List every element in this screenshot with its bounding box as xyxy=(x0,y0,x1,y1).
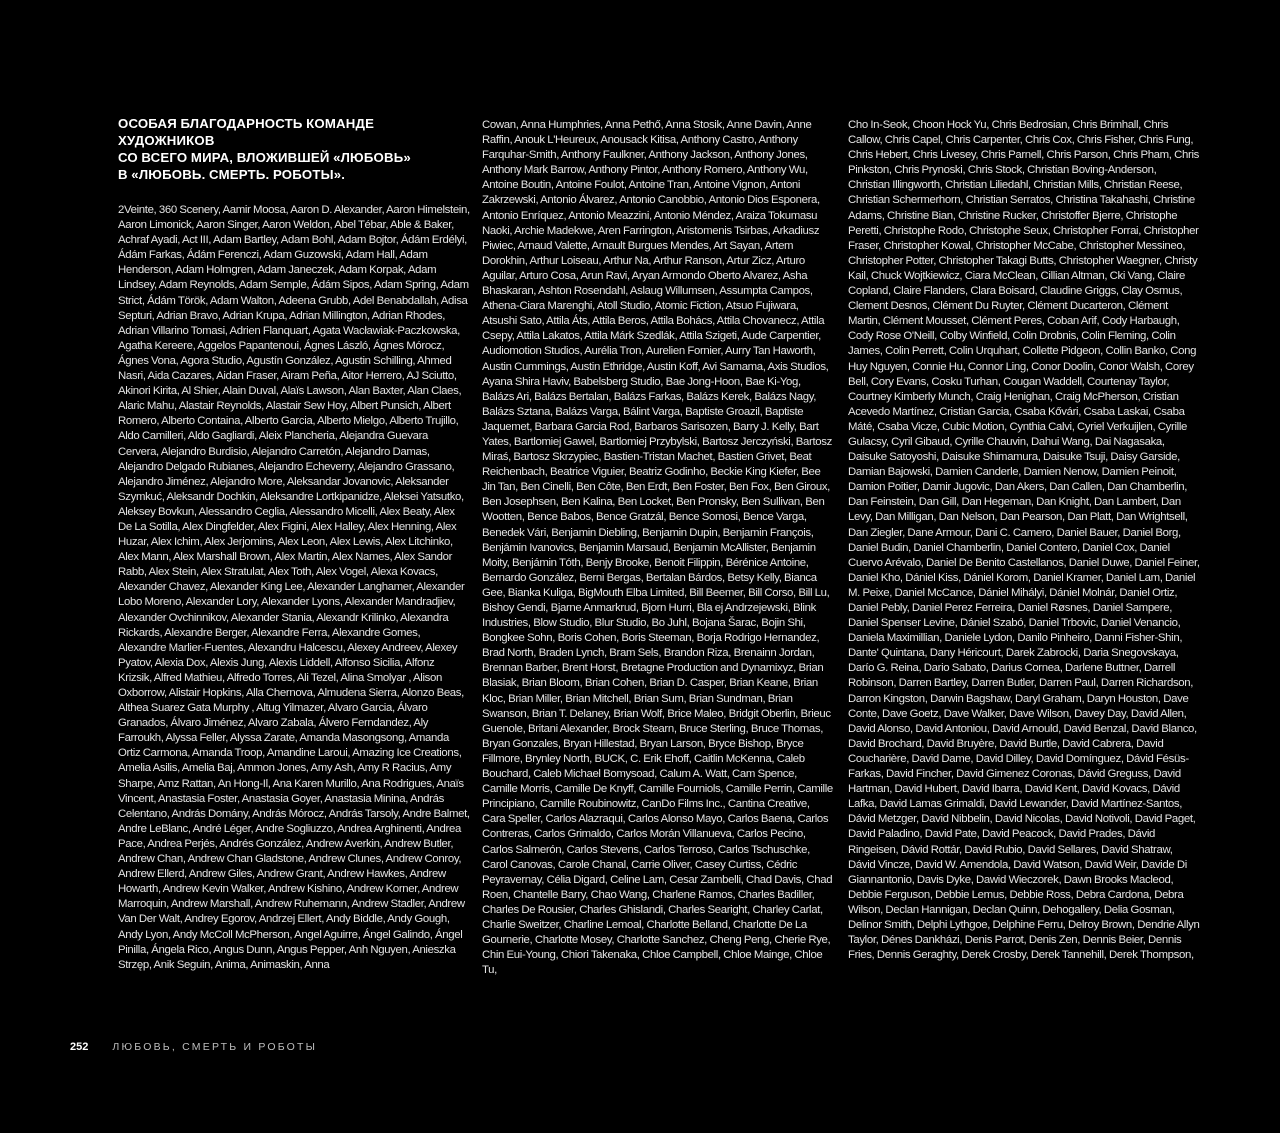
heading-line-2: СО ВСЕГО МИРА, ВЛОЖИВШЕЙ «ЛЮБОВЬ» xyxy=(118,150,411,165)
column-middle xyxy=(482,118,834,978)
page-heading xyxy=(118,115,470,183)
credits-text-col2: Cowan, Anna Humphries, Anna Pethő, Anna Stosik, Anne Davin, Anne Raffin, Anouk L'Heureux, Anousack Kitisa, Anthony Castro, Anthony Farquhar-Smith, Anthony Faulkner, Anthony Jackson, Anthony Jones, Anthony Mark Barrow, Anthony Pintor, Anthony Romero, Anthony Wu, Antoine Boutin, Antoine Foulot, Antoine Tran, Antoine Vignon, Antoni Zakrzewski, Antonio Álvarez, Antonio Canobbio, Antonio Dios Esponera, Antonio Enríquez, Antonio Meazzini, Antonio Méndez, Araiza Tokumasu Naoki, Archie Madekwe, Aren Farrington, Aristomenis Tsirbas, Arkadiusz Piwiec, Arnaud Valette, Arnault Burgues Mendes, Art Sayan, Artem Dorokhin, Arthur Loiseau, Arthur Na, Arthur Ranson, Artur Zicz, Arturo Aguilar, Arturo Cosa, Arun Ravi, Aryan Armondo Oberto Alvarez, Asha Bhaskaran, Ashton Rosendahl, Aslaug Willumsen, Assumpta Campos, Athena-Ciara Marenghi, Atoll Studio, Atomic Fiction, Atsuo Fujiwara, Atsushi Sato, Attila Áts, Attila Beros, Attila Bohács, Attila Chovanecz, Attila Csepy, Attila Lakatos, Attila Márk Szedlák, Attila Szigeti, Aude Carpentier, Audiomotion Studios, Aurélia Tron, Aurelien Fornier, Aurry Tan Haworth, Austin Cummings, Austin Ethridge, Austin Koff, Avi Samama, Axis Studios, Ayana Shira Haviv, Babelsberg Studio, Bae Jong-Hoon, Bae Ki-Yog, Balázs Ari, Balázs Bertalan, Balázs Farkas, Balázs Kerek, Balázs Nagy, Balázs Sztana, Balázs Varga, Bálint Varga, Baptiste Groazil, Baptiste Jaquemet, Barbara Garcia Rod, Barbaros Sarisozen, Barry J. Kelly, Bart Yates, Bartlomiej Gawel, Bartlomiej Przybylski, Bartosz Jerczyński, Bartosz Miraś, Bartosz Skrzypiec, Bastien-Tristan Machet, Bastien Grivet, Beat Reichenbach, Beatrice Viguier, Beatriz Godinho, Beckie King Kiefer, Bee Jin Tan, Ben Cinelli, Ben Côte, Ben Erdt, Ben Foster, Ben Fox, Ben Giroux, Ben Josephsen, Ben Kalina, Ben Locket, Ben Pronsky, Ben Sullivan, Ben Wootten, Bence Babos, Bence Gratzál, Bence Somosi, Bence Varga, Benedek Vári, Benjamin Diebling, Benjamin Dupin, Benjamin François, Benjámin Ivanovics, Benjamin Marsaud, Benjamin McAllister, Benjamin Moity, Benjámin Tóth, Benjy Brooke, Benoit Filippin, Bérénice Antoine, Bernardo González, Berni Bergas, Bertalan Bárdos, Betsy Kelly, Bianca Gee, Bianka Kuliga, BigMouth Elba Limited, Bill Beemer, Bill Corso, Bill Lu, Bishoy Gendi, Bjarne Anmarkrud, Bjorn Hurri, Bla ej Andrzejewski, Blink Industries, Blow Studio, Blur Studio, Bo Juhl, Bojana Šarac, Bojin Shi, Bongkee Sohn, Boris Cohen, Boris Steeman, Borja Rodrigo Hernandez, Brad North, Braden Lynch, Bram Sels, Brandon Riza, Brenainn Jordan, Brennan Barber, Brent Horst, Bretagne Production and Dynamixyz, Brian Blasiak, Brian Bloom, Brian Cohen, Brian D. Casper, Brian Keane, Brian Kloc, Brian Miller, Brian Mitchell, Brian Sum, Brian Sundman, Brian Swanson, Brian T. Delaney, Brian Wolf, Brice Maleo, Bridgit Oberlin, Brieuc Guenole, Britani Alexander, Brock Stearn, Bruce Sterling, Bruce Thomas, Bryan Gonzales, Bryan Hillestad, Bryan Larson, Bryce Bishop, Bryce Fillmore, Brynley North, BUCK, C. Erik Ehoff, Caitlin McKenna, Caleb Bouchard, Caleb Michael Bomysoad, Calum A. Watt, Cam Spence, Camille Morris, Camille De Knyff, Camille Fourniols, Camille Perrin, Camille Principiano, Camille Roubinowitz, CanDo Films Inc., Cantina Creative, Cara Speller, Carlos Alazraqui, Carlos Alonso Mayo, Carlos Baena, Carlos Contreras, Carlos Grimaldo, Carlos Morán Villanueva, Carlos Pecino, Carlos Salmerón, Carlos Stevens, Carlos Terroso, Carlos Tschuschke, Carol Canovas, Carole Chanal, Carrie Oliver, Casey Curtiss, Cédric Peyravernay, Célia Digard, Celine Lam, Cesar Zambelli, Chad Davis, Chad Roen, Chantelle Barry, Chao Wang, Charlene Ramos, Charles Badiller, Charles De Rousier, Charles Ghislandi, Charles Searight, Charley Carlat, Charlie Sweitzer, Charline Lemoal, Charlotte Belland, Charlotte De La Gournerie, Charlotte Mosey, Charlotte Sanchez, Cheng Peng, Cherie Rye, Chin Eui-Young, Chiori Takenaka, Chloe Campbell, Chloe Mainge, Chloe Tu, xyxy=(482,119,833,977)
credits-text-col3: Cho In-Seok, Choon Hock Yu, Chris Bedrosian, Chris Brimhall, Chris Callow, Chris Capel, Chris Carpenter, Chris Cox, Chris Fisher, Chris Fung, Chris Hebert, Chris Livesey, Chris Parnell, Chris Parson, Chris Pham, Chris Pinkston, Chris Prynoski, Chris Stock, Christian Boving-Anderson, Christian Illingworth, Christian Liliedahl, Christian Mills, Christian Reese, Christian Schermerhorn, Christian Serratos, Christina Takahashi, Christine Adams, Christine Bian, Christine Rucker, Christoffer Bjerre, Christophe Peretti, Christophe Rodo, Christophe Seux, Christopher Forrai, Christopher Fraser, Christopher Kowal, Christopher McCabe, Christopher Messineo, Christopher Potter, Christopher Takagi Butts, Christopher Waegner, Christy Kail, Chuck Wojtkiewicz, Ciara McClean, Cillian Altman, Cki Vang, Claire Copland, Claire Flanders, Clara Boisard, Claudine Griggs, Clay Osmus, Clement Desnos, Clément Du Ruyter, Clément Ducarteron, Clément Martin, Clément Mousset, Clément Peres, Coban Arif, Cody Harbaugh, Cody Rose O'Neill, Colby Winfield, Colin Drobnis, Colin Fleming, Colin James, Colin Perrett, Colin Urquhart, Collette Pidgeon, Collin Banko, Cong Huy Nguyen, Connie Hu, Connor Ling, Conor Doolin, Conor Walsh, Corey Bell, Cory Evans, Cosku Turhan, Cougan Waddell, Courtenay Taylor, Courtney Kimberly Munch, Craig Henighan, Craig McPherson, Cristian Acevedo Martínez, Cristian Garcia, Csaba Kővári, Csaba Laskai, Csaba Máté, Csaba Vicze, Cubic Motion, Cynthia Calvi, Cyriel Verkuijlen, Cyrille Gulacsy, Cyril Gibaud, Cyrille Chauvin, Dahui Wang, Dai Nagasaka, Daisuke Satoyoshi, Daisuke Shimamura, Daisuke Tsuji, Daisy Garside, Damian Bajowski, Damien Canderle, Damien Nenow, Damien Peinoit, Damion Poitier, Damir Jugovic, Dan Akers, Dan Callen, Dan Chamberlin, Dan Feinstein, Dan Gill, Dan Hegeman, Dan Knight, Dan Lambert, Dan Levy, Dan Milligan, Dan Nelson, Dan Pearson, Dan Platt, Dan Wrightsell, Dan Ziegler, Dane Armour, Dani C. Camero, Daniel Bauer, Daniel Borg, Daniel Budin, Daniel Chamberlin, Daniel Contero, Daniel Cox, Daniel Cuervo Arévalo, Daniel De Benito Castellanos, Daniel Duwe, Daniel Feiner, Daniel Kho, Dániel Kiss, Dániel Korom, Daniel Kramer, Daniel Lam, Daniel M. Peixe, Daniel McCance, Dániel Mihályi, Dániel Molnár, Daniel Ortiz, Daniel Pebly, Daniel Perez Ferreira, Daniel Røsnes, Daniel Sampere, Daniel Spenser Levine, Dániel Szabó, Daniel Trbovic, Daniel Venancio, Daniela Maximillian, Daniele Lydon, Danilo Pinheiro, Danni Fisher-Shin, Dante' Quintana, Dany Héricourt, Darek Zabrocki, Daria Snegovskaya, Darío G. Reina, Dario Sabato, Darius Cornea, Darlene Buttner, Darrell Robinson, Darren Bartley, Darren Butler, Darren Paul, Darren Richardson, Darron Kingston, Darwin Bagshaw, Daryl Graham, Daryn Houston, Dave Conte, Dave Goetz, Dave Walker, Dave Wilson, Davey Day, David Allen, David Alonso, David Antoniou, David Arnould, David Benzal, David Blanco, David Brochard, David Bruyère, David Burtle, David Cabrera, David Coucharière, David Dame, David Dilley, David Domínguez, Dávid Fésüs-Farkas, David Fincher, David Gimenez Coronas, Dávid Greguss, David Hartman, David Hubert, David Ibarra, David Kent, David Kovacs, Dávid Lafka, David Lamas Grimaldi, David Lewander, David Martínez-Santos, Dávid Metzger, David Nibbelin, David Nicolas, David Notivoli, David Paget, David Paladino, David Pate, David Peacock, David Prades, Dávid Ringeisen, Dávid Rottár, David Rubio, David Sellares, David Shatraw, Dávid Vincze, David W. Amendola, David Watson, David Weir, Davide Di Giannantonio, Davis Dyke, Dawid Wieczorek, Dawn Brooks Macleod, Debbie Ferguson, Debbie Lemus, Debbie Ross, Debra Cardona, Debra Wilson, Declan Hannigan, Declan Quinn, Dehogallery, Delia Gosman, Delinor Smith, Delphi Lythgoe, Delphine Ferru, Delroy Brown, Dendrie Allyn Taylor, Dénes Dankházi, Denis Parrot, Denis Zen, Dennis Beier, Dennis Fries, Dennis Geraghty, Derek Crosby, Derek Tannehill, Derek Thompson, xyxy=(848,119,1200,962)
page-number: 252 xyxy=(70,1041,89,1053)
running-title: ЛЮБОВЬ, СМЕРТЬ И РОБОТЫ xyxy=(112,1041,318,1053)
credits-text-col1: 2Veinte, 360 Scenery, Aamir Moosa, Aaron D. Alexander, Aaron Himelstein, Aaron Limonick, Aaron Singer, Aaron Weldon, Abel Tébar, Able & Baker, Achraf Ayadi, Act III, Adam Bartley, Adam Bohl, Adam Bojtor, Ádám Erdélyi, Ádám Farkas, Ádám Ferenczi, Adam Guzowski, Adam Hall, Adam Henderson, Adam Holmgren, Adam Janeczek, Adam Korpak, Adam Lindsey, Adam Reynolds, Adam Semple, Ádám Sipos, Adam Spring, Adam Strict, Ádám Török, Adam Walton, Adeena Grubb, Adel Benabdallah, Adisa Septuri, Adrian Bravo, Adrian Krupa, Adrian Millington, Adrian Rhodes, Adrian Villarino Tomasi, Adrien Flanquart, Agata Wacławiak-Paczkowska, Agatha Kereere, Aggelos Papantenoui, Ágnes László, Ágnes Mórocz, Ágnes Vona, Agora Studio, Agustín González, Agustin Schilling, Ahmed Nasri, Aida Cazares, Aidan Fraser, Airam Peña, Aitor Herrero, AJ Sciutto, Akinori Kirita, Al Shier, Alain Duval, Alaïs Lawson, Alan Baxter, Alan Claes, Alaric Mahu, Alastair Reynolds, Alastair Sew Hoy, Albert Punsich, Albert Romero, Alberto Containa, Alberto Garcia, Alberto Mielgo, Alberto Trujillo, Aldo Camilleri, Aldo Gagliardi, Aleix Plancheria, Alejandra Guevara Cervera, Alejandro Burdisio, Alejandro Carretón, Alejandro Damas, Alejandro Delgado Rubianes, Alejandro Echeverry, Alejandro Grassano, Alejandro Jiménez, Alejandro More, Aleksandar Jovanovic, Aleksander Szymkuć, Aleksandr Dochkin, Aleksandre Lortkipanidze, Aleksei Yatsutko, Aleksey Bovkun, Alessandro Ceglia, Alessandro Micelli, Alex Beaty, Alex De La Sotilla, Alex Dingfelder, Alex Figini, Alex Halley, Alex Henning, Alex Huzar, Alex Ichim, Alex Jerjomins, Alex Leon, Alex Lewis, Alex Litchinko, Alex Mann, Alex Marshall Brown, Alex Martin, Alex Names, Alex Sandor Rabb, Alex Stein, Alex Stratulat, Alex Toth, Alex Vogel, Alexa Kovacs, Alexander Chavez, Alexander King Lee, Alexander Langhamer, Alexander Lobo Moreno, Alexander Lory, Alexander Lyons, Alexander Mandradjiev, Alexander Ovchinnikov, Alexander Stania, Alexandr Krilinko, Alexandra Rickards, Alexandre Berger, Alexandre Ferra, Alexandre Gomes, Alexandre Marlier-Fuentes, Alexandru Halcescu, Alexey Andreev, Alexey Pyatov, Alexia Dox, Alexis Jung, Alexis Liddell, Alfonso Sicilia, Alfonz Krizsik, Alfred Mathieu, Alfredo Torres, Ali Tezel, Alina Smolyar , Alison Oxborrow, Alistair Hopkins, Alla Chernova, Almudena Sierra, Alonzo Beas, Althea Suarez Gata Murphy , Altug Yilmazer, Alvaro Garcia, Álvaro Granados, Álvaro Jiménez, Alvaro Zabala, Álvero Ferndandez, Aly Farroukh, Alyssa Feller, Alyssa Zarate, Amanda Masongsong, Amanda Ortiz Carmona, Amanda Troop, Amandine Laroui, Amazing Ice Creations, Amelia Asilis, Amelia Baj, Ammon Jones, Amy Ash, Amy R Racius, Amy Sharpe, Amz Rattan, An Hong-Il, Ana Karen Murillo, Ana Rodrigues, Anaïs Vincent, Anastasia Foster, Anastasia Goyer, Anastasia Minina, András Celentano, András Domány, András Mórocz, András Tarsoly, Andre Balmet, Andre LeBlanc, André Léger, Andre Sogliuzzo, Andrea Arghinenti, Andrea Pace, Andrea Perjés, Andrés González, Andrew Averkin, Andrew Butler, Andrew Chan, Andrew Chan Gladstone, Andrew Clunes, Andrew Conroy, Andrew Ellerd, Andrew Giles, Andrew Grant, Andrew Hawkes, Andrew Howarth, Andrew Kevin Walker, Andrew Kishino, Andrew Korner, Andrew Marroquin, Andrew Marshall, Andrew Ruhemann, Andrew Stadler, Andrew Van Der Walt, Andrey Egorov, Andrzej Ellert, Andy Biddle, Andy Gough, Andy Lyon, Andy McColl McPherson, Angel Aguirre, Ángel Galindo, Ángel Pinilla, Ángela Rico, Angus Dunn, Angus Pepper, Anh Nguyen, Anieszka Strzęp, Anik Seguin, Anima, Animaskin, Anna xyxy=(118,204,470,971)
column-left xyxy=(118,115,470,973)
column-right xyxy=(848,118,1200,963)
page-footer xyxy=(70,1040,317,1054)
heading-line-1: ОСОБАЯ БЛАГОДАРНОСТЬ КОМАНДЕ ХУДОЖНИКОВ xyxy=(118,116,375,148)
heading-line-3: В «ЛЮБОВЬ. СМЕРТЬ. РОБОТЫ». xyxy=(118,167,346,182)
